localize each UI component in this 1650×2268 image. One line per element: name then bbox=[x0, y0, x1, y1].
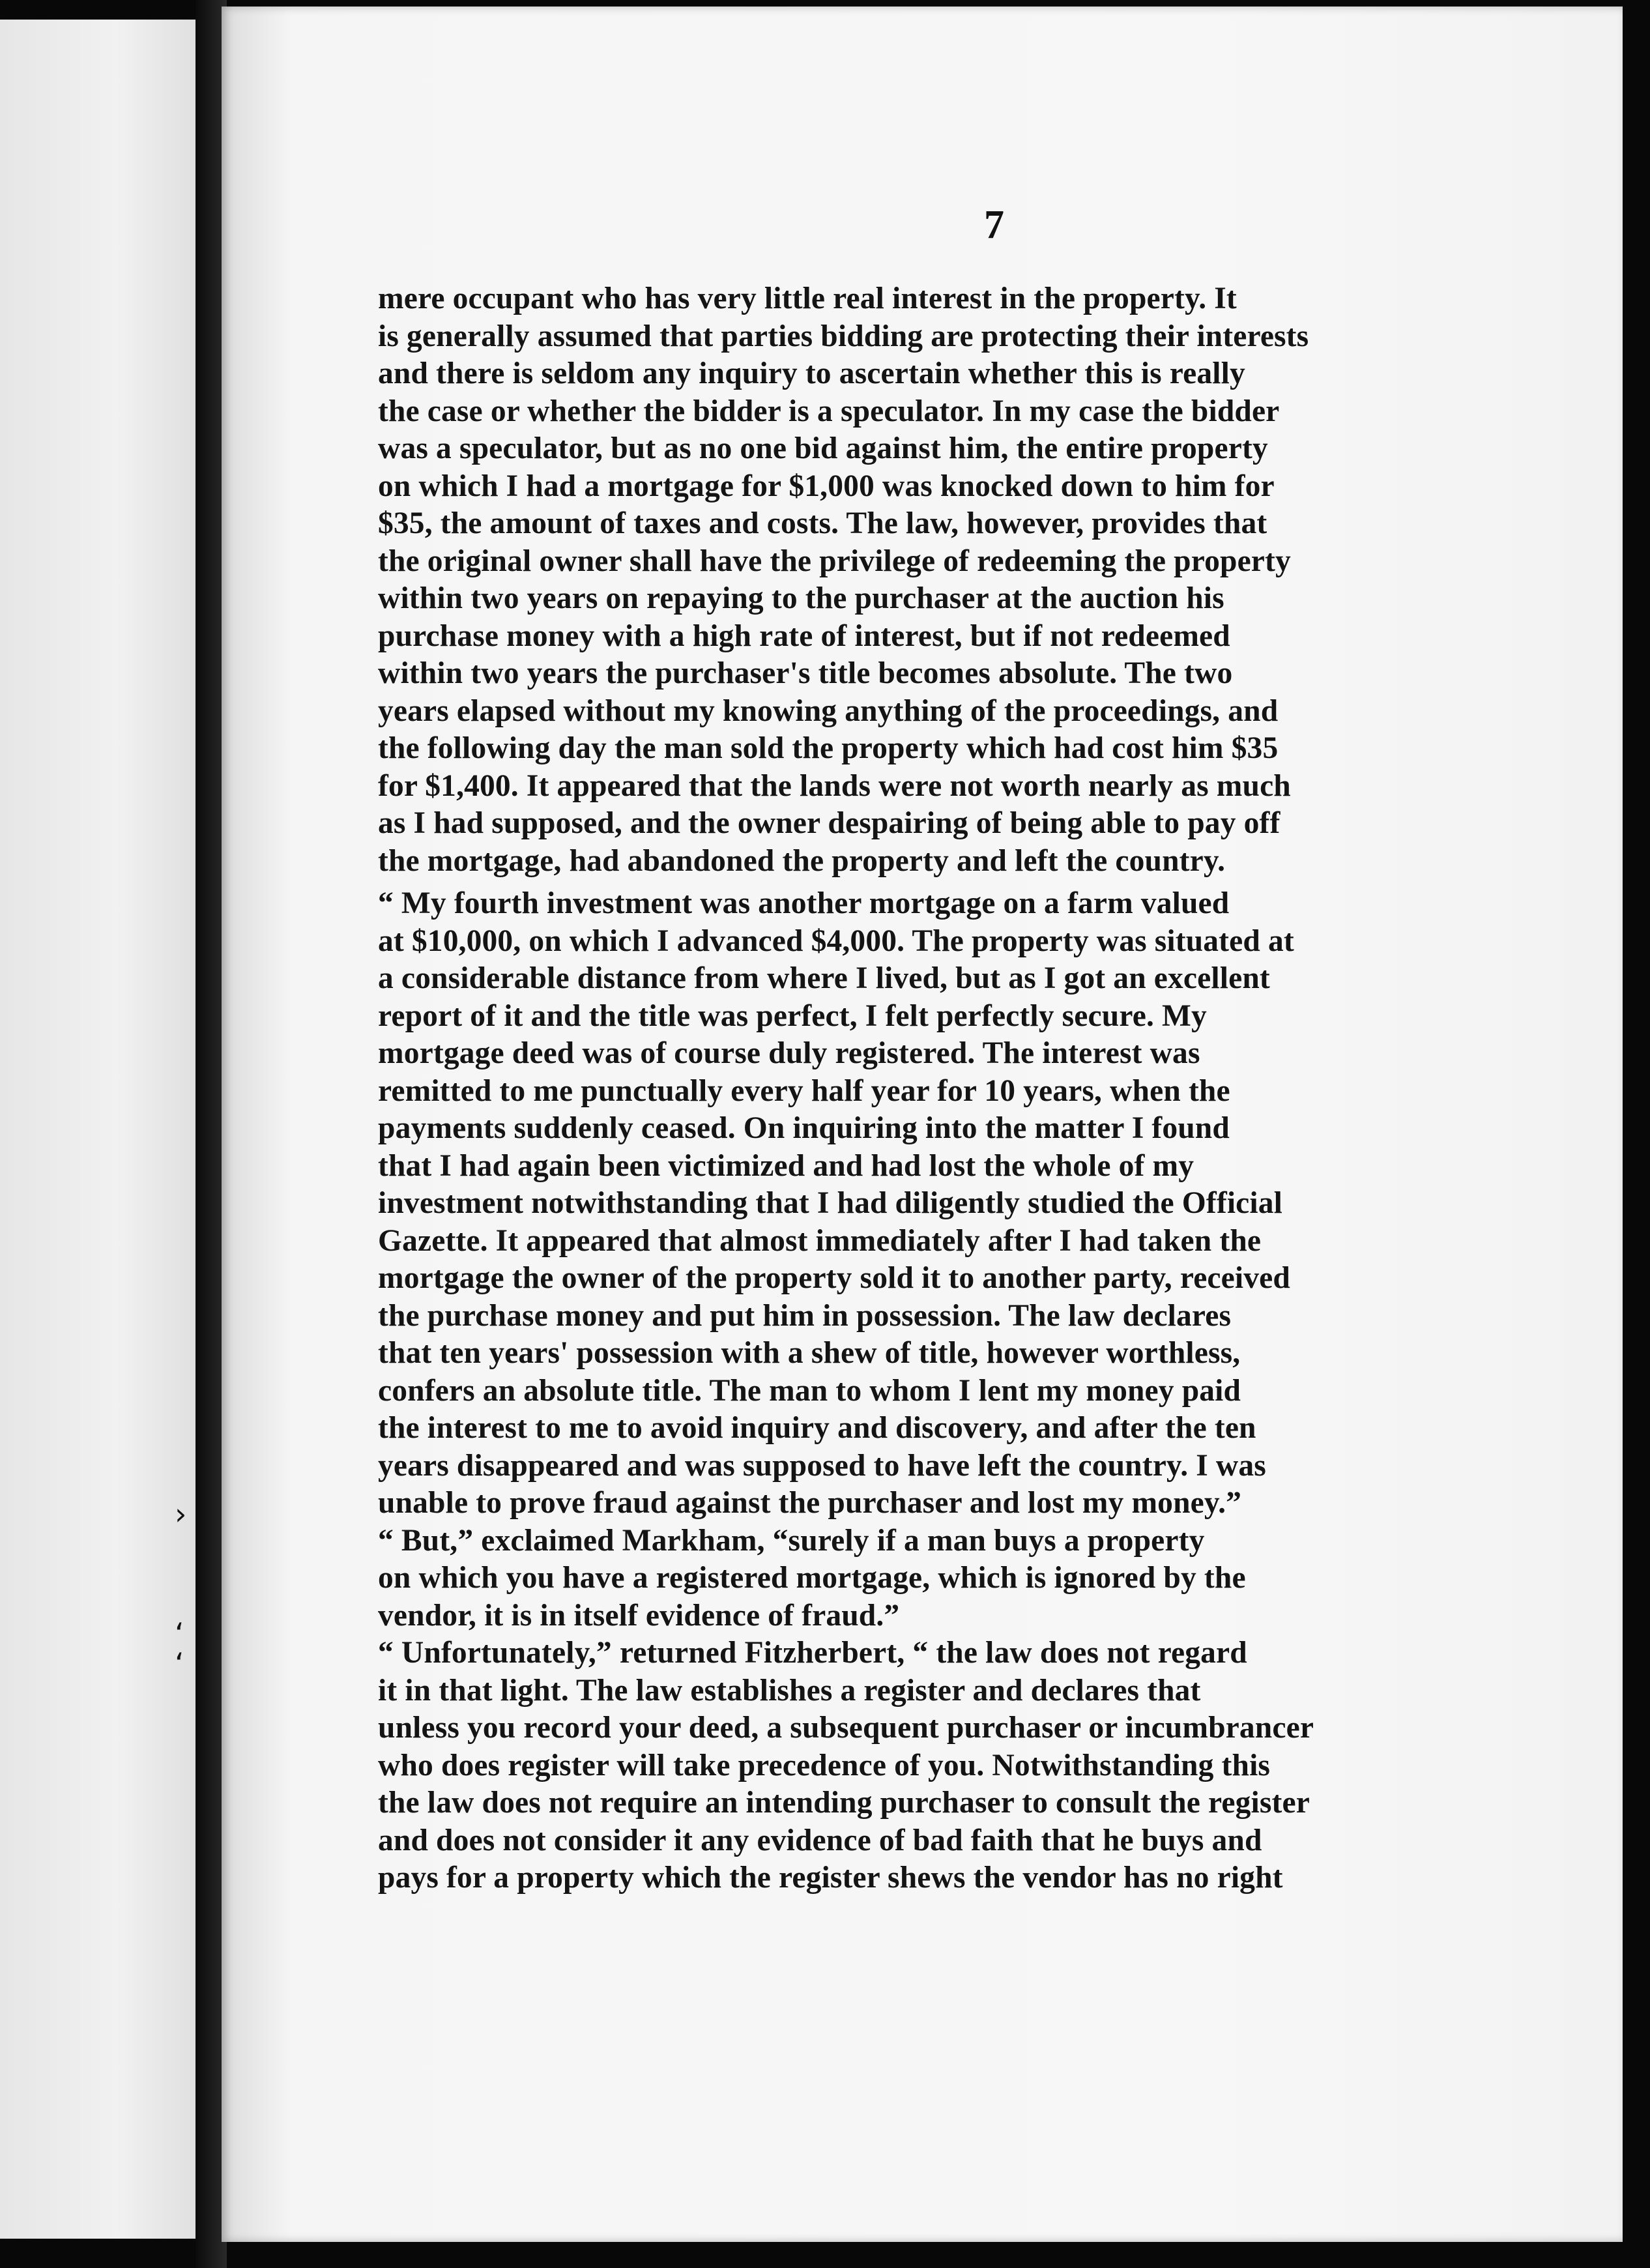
facing-page-mark: ‘ ‘ bbox=[175, 1616, 184, 1681]
text-line: remitted to me punctually every half year for 10 years, when the bbox=[378, 1073, 1230, 1108]
text-line: $35, the amount of taxes and costs. The law, however, provides that bbox=[378, 506, 1267, 540]
text-line: mortgage deed was of course duly registered. The interest was bbox=[378, 1036, 1200, 1070]
text-line: for $1,400. It appeared that the lands were not worth nearly as much bbox=[378, 768, 1291, 803]
text-line: mere occupant who has very little real interest in the property. It bbox=[378, 282, 1237, 315]
text-line: within two years on repaying to the purchaser at the auction his bbox=[378, 581, 1224, 615]
text-line: and does not consider it any evidence of bad faith that he buys and bbox=[378, 1823, 1262, 1857]
text-line: as I had supposed, and the owner despairing of being able to pay off bbox=[378, 806, 1281, 840]
book-page bbox=[222, 7, 1623, 2242]
text-line: “ But,” exclaimed Markham, “surely if a man buys a property bbox=[378, 1523, 1205, 1558]
text-line: investment notwithstanding that I had diligently studied the Official bbox=[378, 1186, 1283, 1220]
text-line: payments suddenly ceased. On inquiring into the matter I found bbox=[378, 1111, 1230, 1145]
text-line: years elapsed without my knowing anything of the proceedings, and bbox=[378, 693, 1279, 728]
paragraph-gap bbox=[378, 880, 1603, 885]
text-line: the following day the man sold the property which had cost him $35 bbox=[378, 731, 1279, 765]
page-text bbox=[378, 280, 1603, 1897]
text-line: the case or whether the bidder is a speculator. In my case the bidder bbox=[378, 394, 1280, 428]
text-line: who does register will take precedence of you. Notwithstanding this bbox=[378, 1748, 1271, 1782]
text-line: that I had again been victimized and had lost the whole of my bbox=[378, 1148, 1194, 1183]
text-line: within two years the purchaser's title becomes absolute. The two bbox=[378, 656, 1233, 690]
text-line: on which you have a registered mortgage, which is ignored by the bbox=[378, 1561, 1246, 1595]
text-line: at $10,000, on which I advanced $4,000. The property was situated at bbox=[378, 923, 1294, 958]
text-line: unable to prove fraud against the purchaser and lost my money.” bbox=[378, 1486, 1242, 1520]
text-line: Gazette. It appeared that almost immediately after I had taken the bbox=[378, 1223, 1262, 1258]
text-line: and there is seldom any inquiry to ascertain whether this is really bbox=[378, 356, 1245, 390]
text-line: was a speculator, but as no one bid against him, the entire property bbox=[378, 431, 1268, 465]
text-line: “ My fourth investment was another mortgage on a farm valued bbox=[378, 886, 1230, 920]
facing-page-edge bbox=[0, 20, 195, 2239]
facing-page-mark: › bbox=[175, 1496, 187, 1532]
text-line: the interest to me to avoid inquiry and discovery, and after the ten bbox=[378, 1411, 1256, 1445]
text-line: the law does not require an intending purchaser to consult the register bbox=[378, 1786, 1310, 1820]
text-line: a considerable distance from where I lived, but as I got an excellent bbox=[378, 961, 1270, 995]
text-line: confers an absolute title. The man to whom I lent my money paid bbox=[378, 1373, 1241, 1408]
text-line: the purchase money and put him in possession. The law declares bbox=[378, 1298, 1232, 1333]
text-line: mortgage the owner of the property sold it to another party, received bbox=[378, 1261, 1290, 1295]
page-number: 7 bbox=[984, 203, 1004, 247]
text-line: purchase money with a high rate of interest, but if not redeemed bbox=[378, 618, 1230, 653]
text-line: report of it and the title was perfect, I felt perfectly secure. My bbox=[378, 998, 1207, 1033]
text-line: is generally assumed that parties bidding are protecting their interests bbox=[378, 319, 1309, 353]
text-line: on which I had a mortgage for $1,000 was knocked down to him for bbox=[378, 469, 1275, 503]
text-line: the original owner shall have the privilege of redeeming the property bbox=[378, 544, 1291, 578]
text-line: pays for a property which the register shews the vendor has no right bbox=[378, 1861, 1283, 1895]
text-line: the mortgage, had abandoned the property and left the country. bbox=[378, 843, 1226, 878]
text-line: that ten years' possession with a shew of title, however worthless, bbox=[378, 1336, 1241, 1370]
facing-page-marks bbox=[175, 1496, 194, 1681]
text-line: vendor, it is in itself evidence of fraud.” bbox=[378, 1598, 900, 1633]
text-line: it in that light. The law establishes a register and declares that bbox=[378, 1673, 1201, 1708]
text-line: years disappeared and was supposed to have left the country. I was bbox=[378, 1448, 1266, 1483]
text-line: unless you record your deed, a subsequent purchaser or incumbrancer bbox=[378, 1711, 1314, 1745]
text-line: “ Unfortunately,” returned Fitzherbert, “ the law does not regard bbox=[378, 1636, 1247, 1670]
